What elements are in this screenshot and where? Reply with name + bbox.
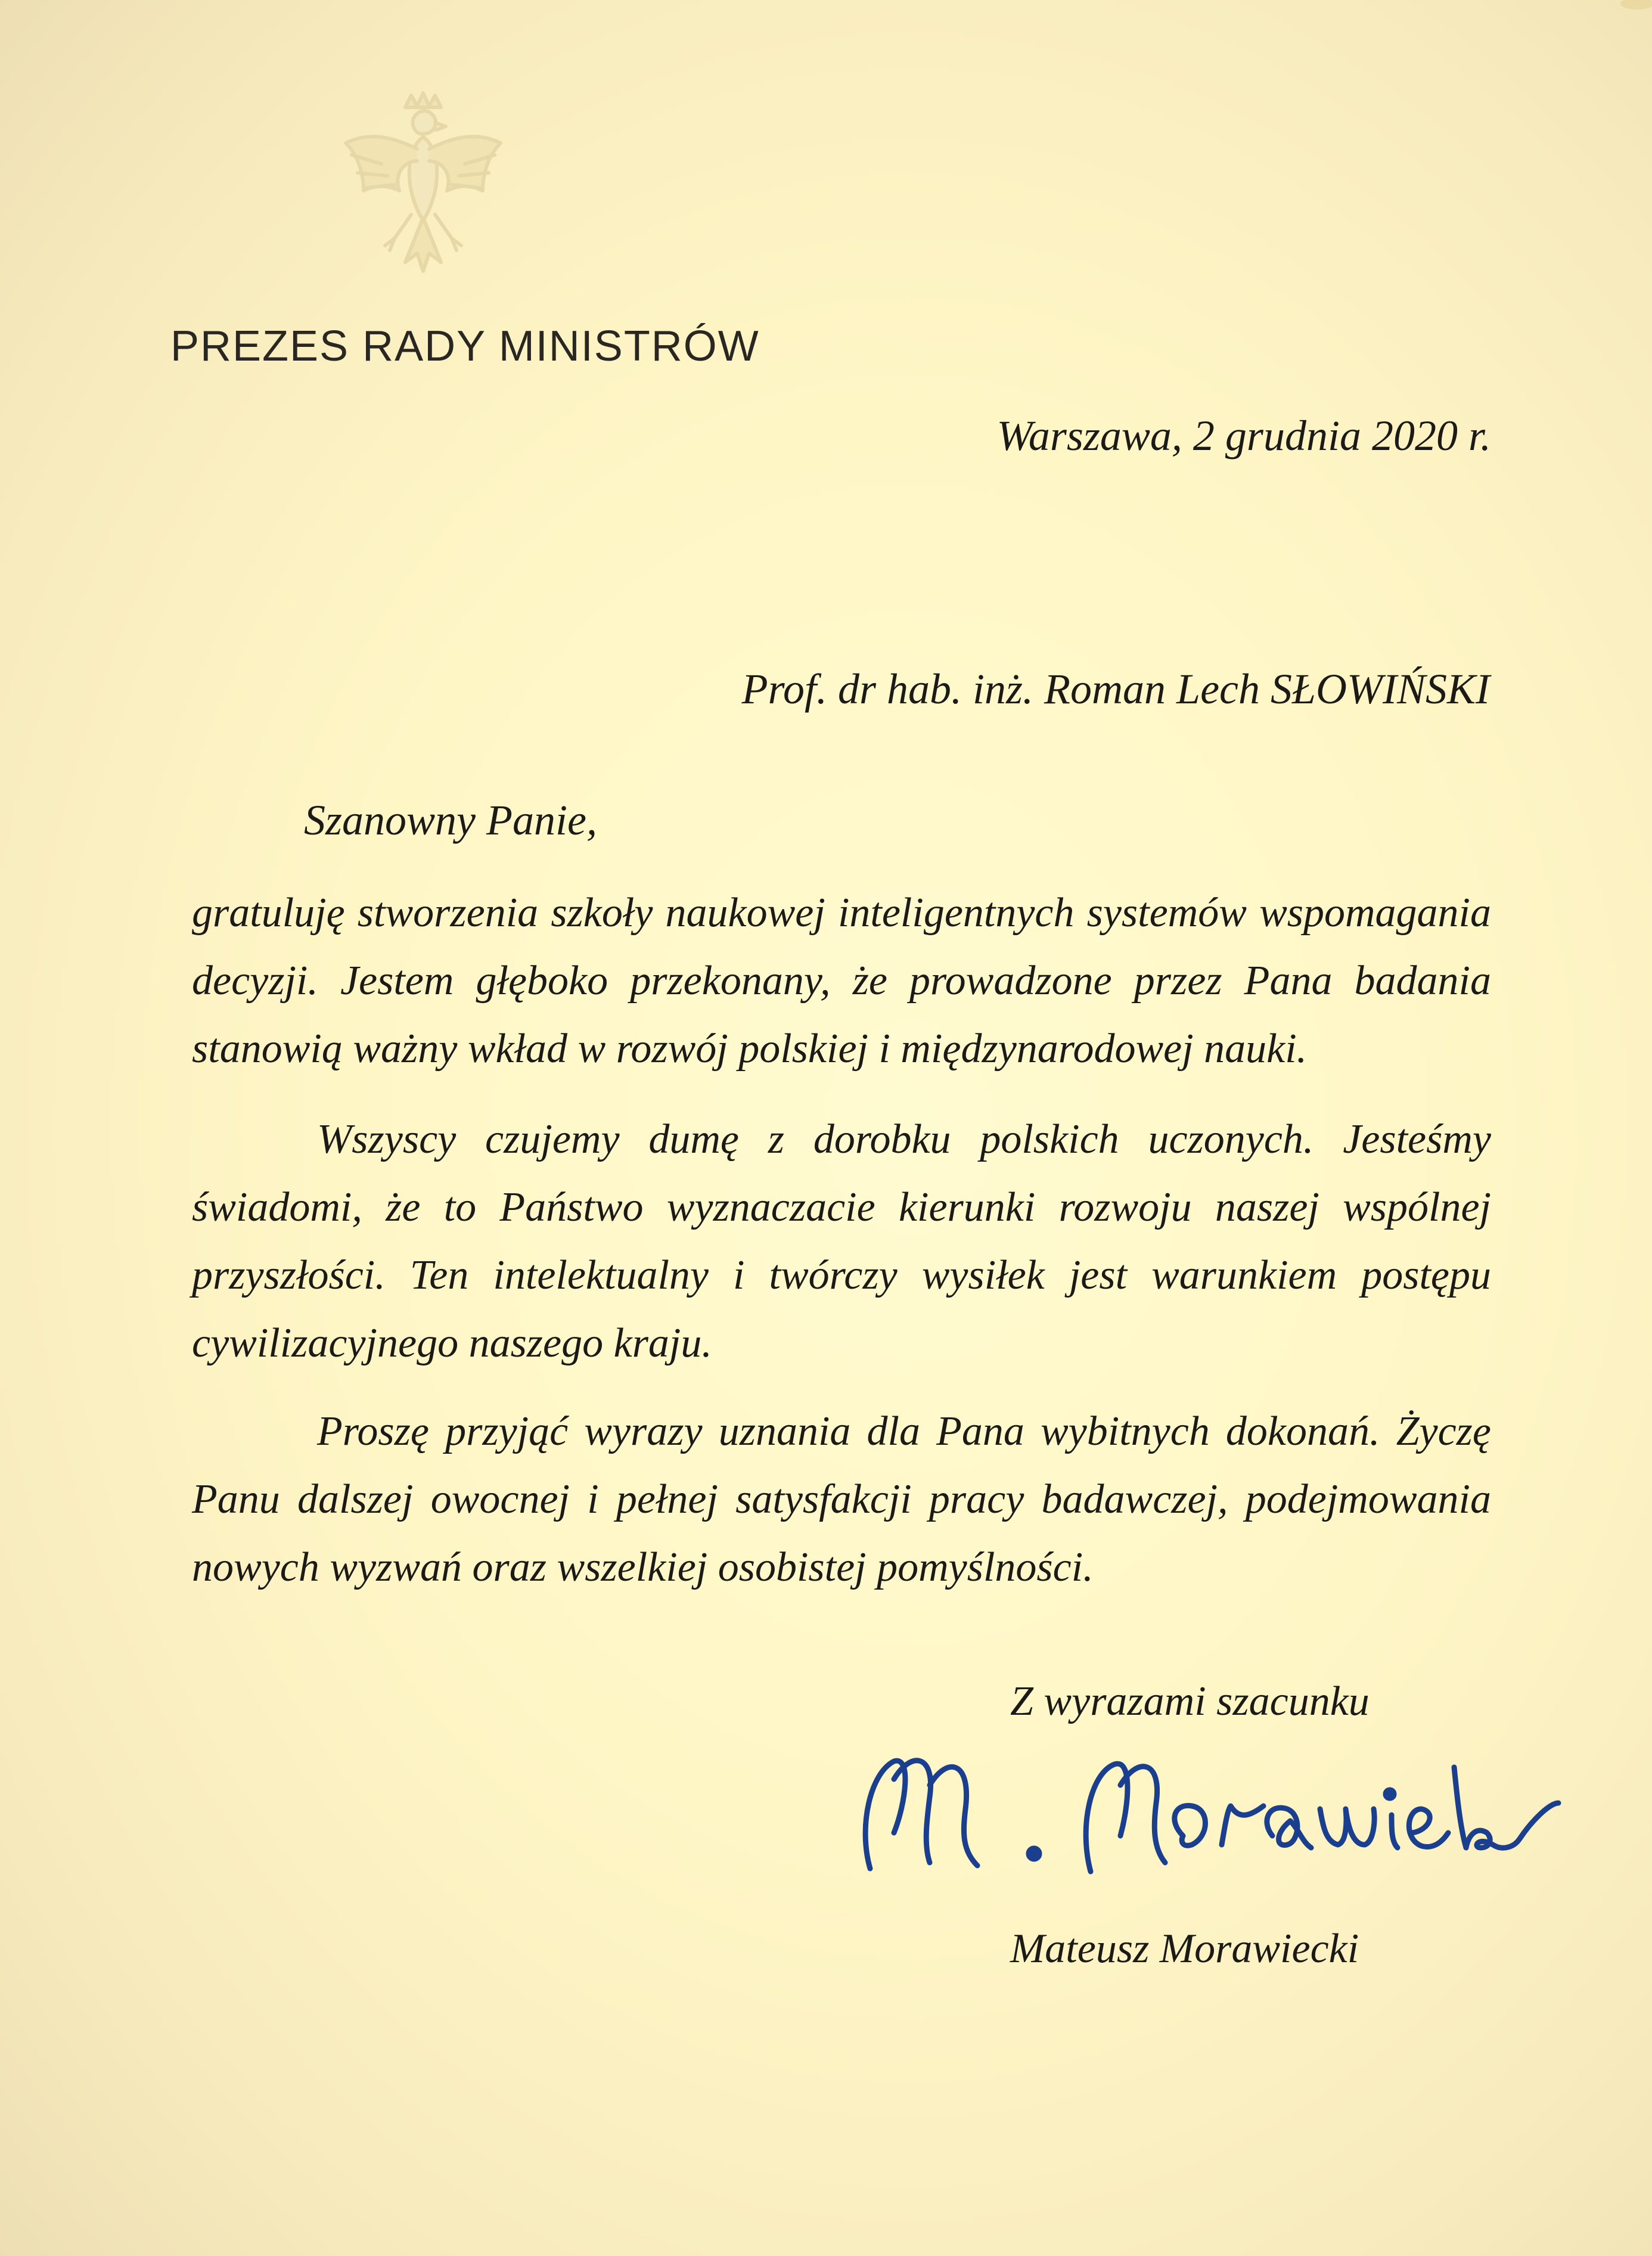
office-title: PREZES RADY MINISTRÓW (170, 322, 760, 370)
salutation: Szanowny Panie, (304, 796, 597, 844)
paragraph-1: gratuluję stworzenia szkoły naukowej inteligentnych systemów wspomagania decyzji. Jestem głęboko przekonany, że prowadzone przez Pana badania stanowią ważny wkład w rozwój polskiej i międzynarodowej nauki. (192, 890, 1491, 1072)
addressee: Prof. dr hab. inż. Roman Lech SŁOWIŃSKI (741, 665, 1490, 713)
signer-name: Mateusz Morawiecki (1010, 1926, 1359, 1972)
paragraph-2: Wszyscy czujemy dumę z dorobku polskich uczonych. Jesteśmy świadomi, że to Państwo wyznaczacie kierunki rozwoju naszej wspólnej przyszłości. Ten intelektualny i twórczy wysiłek jest warunkiem postępu cywilizacyjnego naszego kraju. (192, 1116, 1491, 1366)
corner-mark (1580, 0, 1652, 18)
paragraph-3: Proszę przyjąć wyrazy uznania dla Pana wybitnych dokonań. Życzę Panu dalszej owocnej i pełnej satysfakcji pracy badawczej, podejmowania nowych wyzwań oraz wszelkiej osobistej pomyślności. (192, 1408, 1491, 1590)
polish-eagle-emblem-icon (328, 89, 518, 292)
handwritten-signature-icon (834, 1731, 1573, 1886)
letter-date: Warszawa, 2 grudnia 2020 r. (996, 412, 1491, 460)
closing-phrase: Z wyrazami szacunku (1010, 1678, 1370, 1724)
